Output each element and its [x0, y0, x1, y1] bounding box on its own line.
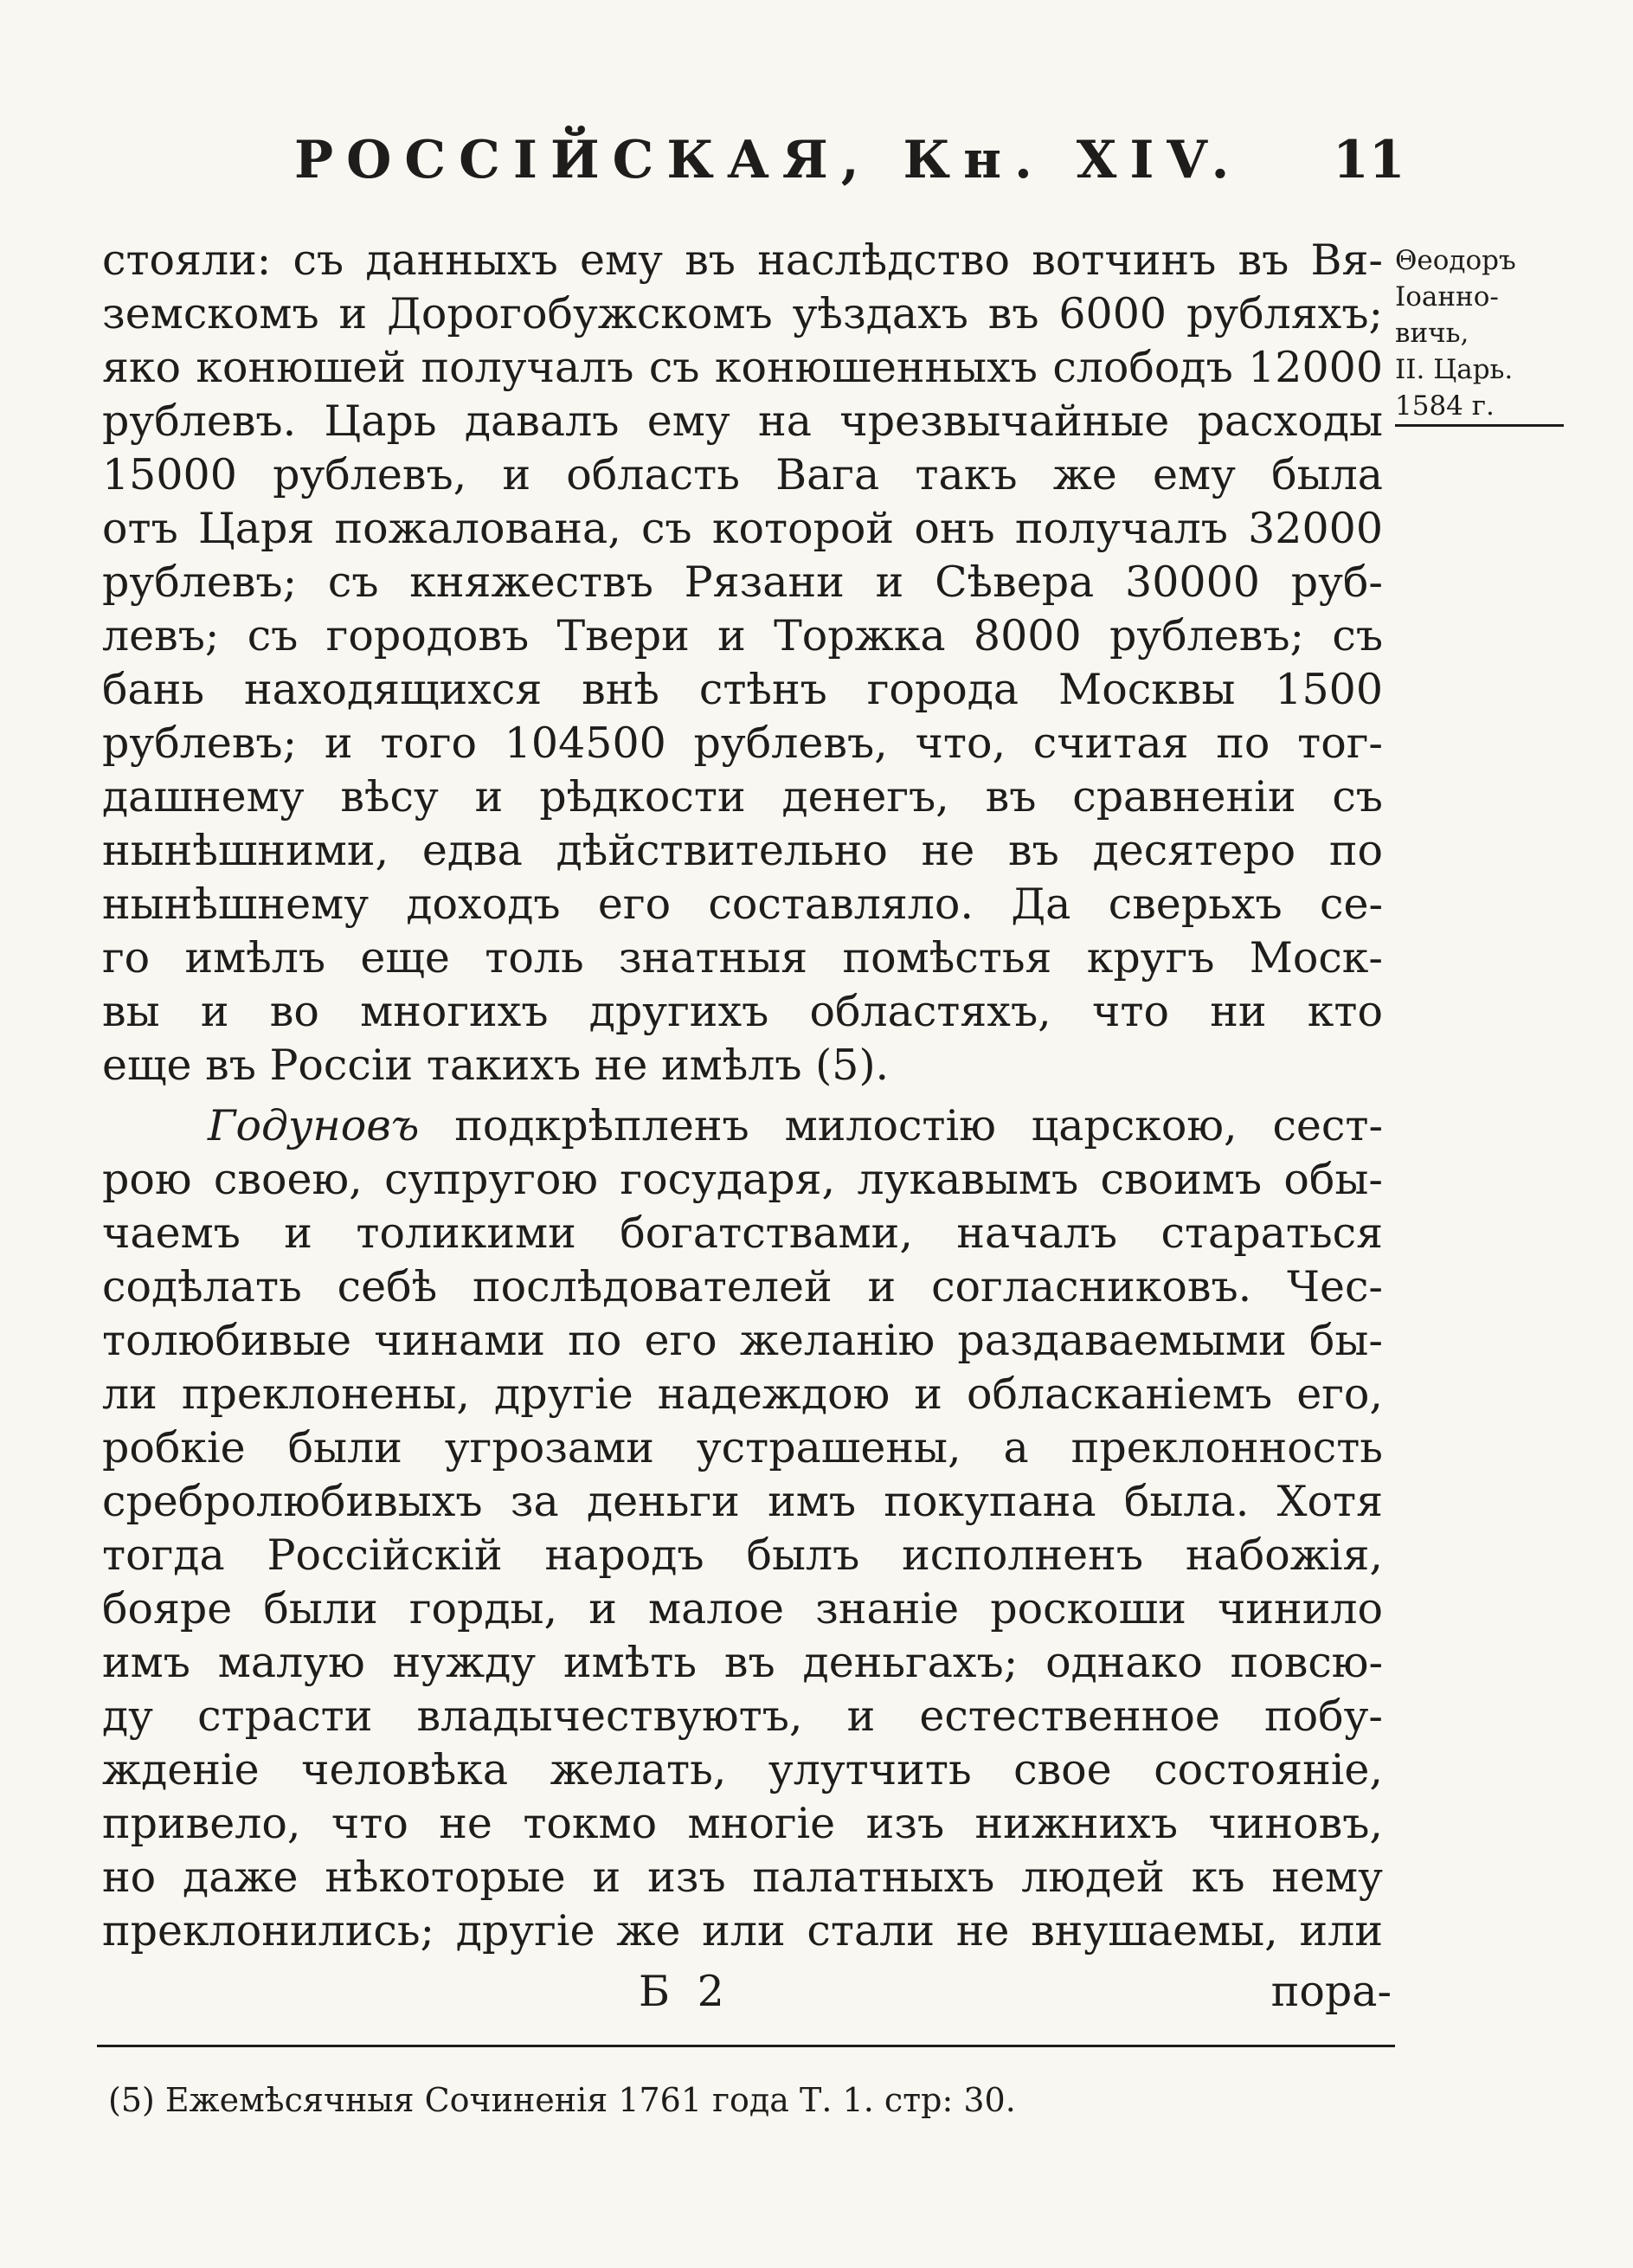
margin-note-year: 1584 г. [1395, 388, 1564, 427]
text-line: левъ; съ городовъ Твери и Торжка 8000 рублевъ; съ [102, 611, 1383, 660]
signature-mark: Б 2 [639, 1967, 731, 2016]
text-line: сребролюбивыхъ за деньги имъ покупана была. Хотя [102, 1477, 1383, 1526]
text-line: ли преклонены, другіе надеждою и обласканіемъ его, [102, 1369, 1383, 1419]
text-line: яко конюшей получалъ съ конюшенныхъ слободъ 12000 [102, 343, 1383, 392]
text-line: преклонились; другіе же или стали не внушаемы, или [102, 1906, 1383, 1956]
text-line: но даже нѣкоторые и изъ палатныхъ людей къ нему [102, 1852, 1383, 1902]
margin-note-line: II. Царь. [1395, 354, 1514, 385]
margin-note-line: Θеодоръ [1395, 245, 1516, 276]
text-line: дашнему вѣсу и рѣдкости денегъ, въ сравненіи съ [102, 772, 1383, 822]
text-line: рою своею, супругою государя, лукавымъ своимъ обы- [102, 1155, 1383, 1204]
text-line: ду страсти владычествуютъ, и естественное побу- [102, 1691, 1383, 1741]
catchword: пора- [1270, 1967, 1392, 2016]
text-line: чаемъ и толикими богатствами, началъ стараться [102, 1208, 1383, 1258]
text-line: бояре были горды, и малое знаніе роскоши чинило [102, 1584, 1383, 1633]
text-line: нынѣшнему доходъ его составляло. Да сверьхъ се- [102, 879, 1383, 929]
paragraph-1 [102, 234, 1383, 1092]
lead-name: Годуновъ [208, 1101, 420, 1150]
text-line: бань находящихся внѣ стѣнъ города Москвы 1500 [102, 665, 1383, 714]
margin-note-line: вичь, [1395, 318, 1469, 349]
running-title: РОССІЙСКАЯ, Кн. XIV. [294, 130, 1243, 190]
page-number: 11 [1333, 130, 1405, 190]
footnote: (5) Ежемѣсячныя Сочиненія 1761 года Т. 1. стр: 30. [108, 2081, 1016, 2119]
text-line-first [102, 1099, 1383, 1153]
text-line: имъ малую нужду имѣть въ деньгахъ; однако повсю- [102, 1638, 1383, 1687]
footnote-divider [97, 2045, 1395, 2047]
paragraph-2 [102, 1099, 1383, 1958]
page-footer-line [102, 1965, 1392, 2019]
text-line: толюбивые чинами по его желанію раздаваемыми бы- [102, 1316, 1383, 1365]
margin-note-line: Іоанно- [1395, 281, 1499, 312]
text-line: рублевъ. Царь давалъ ему на чрезвычайные расходы [102, 396, 1383, 446]
text-line: рублевъ; и того 104500 рублевъ, что, считая по тог- [102, 718, 1383, 768]
text-line: привело, что не токмо многіе изъ нижнихъ чиновъ, [102, 1799, 1383, 1848]
text-line: го имѣлъ еще толь знатныя помѣстья кругъ Моск- [102, 933, 1383, 983]
text-line: жденіе человѣка желать, улутчить свое состояніе, [102, 1745, 1383, 1794]
text-line: отъ Царя пожалована, съ которой онъ получалъ 32000 [102, 504, 1383, 553]
lead-rest: подкрѣпленъ милостію царскою, сест- [419, 1101, 1383, 1150]
text-line: земскомъ и Дорогобужскомъ уѣздахъ въ 6000 рубляхъ; [102, 289, 1383, 338]
text-line: стояли: съ данныхъ ему въ наслѣдство вотчинъ въ Вя- [102, 235, 1383, 285]
text-line: тогда Россійскій народъ былъ исполненъ набожія, [102, 1530, 1383, 1580]
text-line: робкіе были угрозами устрашены, а преклонность [102, 1423, 1383, 1472]
text-line: нынѣшними, едва дѣйствительно не въ десятеро по [102, 826, 1383, 875]
text-line: вы и во многихъ другихъ областяхъ, что ни кто [102, 987, 1383, 1036]
text-line-last: еще въ Россіи такихъ не имѣлъ (5). [102, 1041, 890, 1090]
text-line: рублевъ; съ княжествъ Рязани и Сѣвера 30000 руб- [102, 557, 1383, 607]
margin-note [1395, 242, 1553, 427]
text-line: содѣлать себѣ послѣдователей и согласниковъ. Чес- [102, 1262, 1383, 1311]
text-line: 15000 рублевъ, и область Вага такъ же ему была [102, 450, 1383, 499]
